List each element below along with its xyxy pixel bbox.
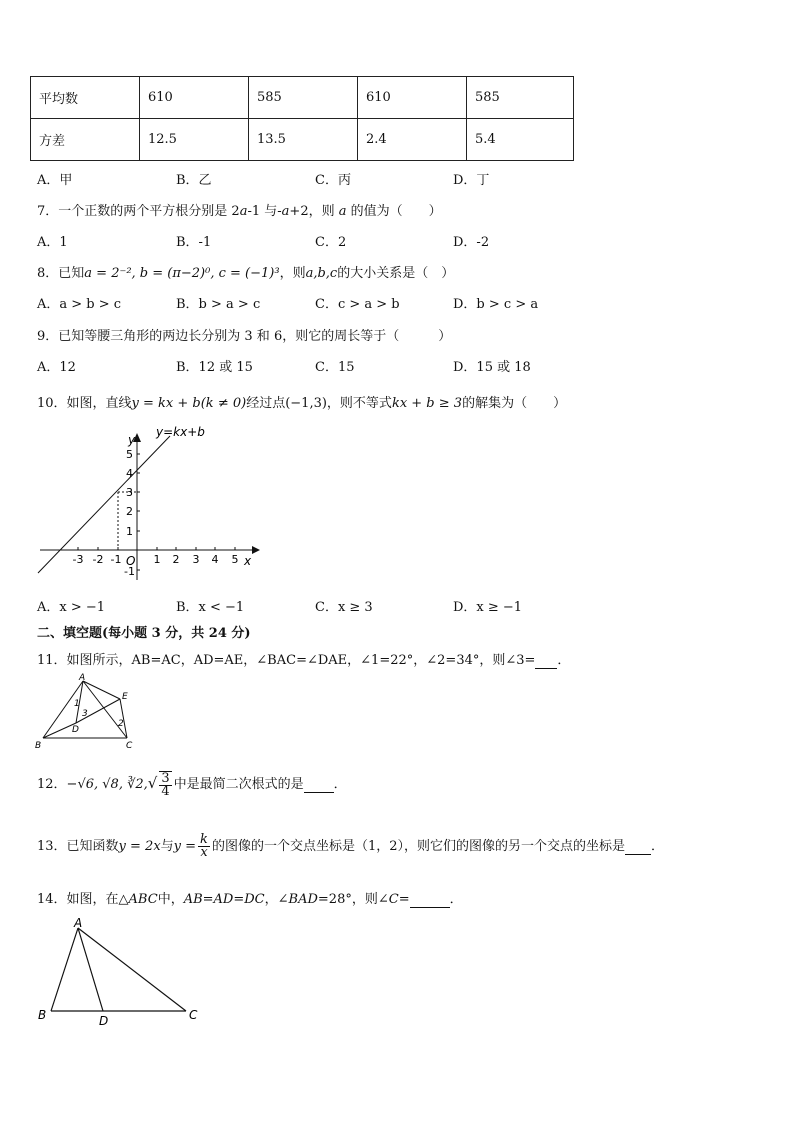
q7-option-a[interactable]: A．1 [37,235,68,250]
label-D: D [72,725,79,735]
q13-prefix: 13．已知函数 [37,839,119,854]
table-cell: 610 [140,77,249,119]
q9-option-a[interactable]: A．12 [37,360,76,375]
q10-graph [30,420,270,585]
q10-option-d[interactable]: D．x ≥ −1 [453,600,523,615]
section-heading: 二、填空题(每小题 3 分，共 24 分) [37,626,251,641]
question-14 [37,888,463,908]
q7-var: a [239,204,248,219]
q13-f1: y = 2x [118,839,161,854]
table-cell: 610 [358,77,467,119]
q8-vars: a,b,c [305,266,338,281]
q10-prefix: 10．如图，直线 [37,396,132,411]
answer-blank[interactable] [625,839,651,855]
q8-option-a[interactable]: A．a > b > c [37,297,122,312]
y-tick-label: 3 [126,486,133,499]
q8-option-c[interactable]: C．c > a > b [315,297,400,312]
q11-text: 11．如图所示，AB=AC，AD=AE，∠BAC=∠DAE，∠1=22°，∠2=34°，则∠3= [37,653,536,668]
q12-suffix: 中是最简二次根式的是 [173,777,304,792]
table-cell: 585 [467,77,574,119]
q8-option-d[interactable]: D．b > c > a [453,297,539,312]
x-axis-arrow [252,546,260,554]
x-tick-label: 1 [153,553,161,566]
question-7 [37,200,442,219]
q12-expression: −√6, √8, ∛2, [66,777,148,792]
q6-option-d[interactable]: D．丁 [453,173,490,188]
y-tick-label: -1 [124,565,135,578]
table-cell: 5.4 [467,119,574,161]
q12-end: ． [333,777,347,792]
y-axis-label: y [128,433,136,447]
x-tick-label: 2 [172,553,180,566]
q10-point: (−1,3) [285,396,327,411]
q8-option-b[interactable]: B．b > a > c [176,297,261,312]
q12-numerator: 3 [161,771,170,786]
q14-mid3: =28°，则 [317,892,378,907]
answer-blank[interactable] [410,892,450,908]
line-label: y=kx+b [156,425,205,439]
q11-figure [34,672,144,752]
q13-mid: 与 [160,839,174,854]
question-11 [37,649,570,669]
y-tick-label: 4 [126,467,133,480]
q14-triangle: △ABC [118,892,158,907]
answer-blank[interactable] [304,777,334,793]
table-cell: 12.5 [140,119,249,161]
table-cell: 13.5 [249,119,358,161]
table-cell: 2.4 [358,119,467,161]
label-A: A [79,673,86,683]
q8-expression: a = 2⁻², b = (π−2)⁰, c = (−1)³ [84,266,280,281]
q10-mid: 经过点 [246,396,286,411]
table-row [31,77,574,119]
x-tick-label: -2 [92,553,104,566]
q12-denominator: 4 [161,784,170,799]
y-tick-label: 5 [126,448,133,461]
label-E: E [122,692,128,702]
q9-option-c[interactable]: C．15 [315,360,355,375]
label-D: D [99,1014,109,1028]
sqrt-sign: √ [147,774,158,792]
y-tick-label: 2 [126,505,133,518]
label-C: C [189,1008,198,1022]
line-y-kx-b [38,436,170,573]
table-cell: 方差 [31,119,140,161]
q7-option-c[interactable]: C．2 [315,235,347,250]
label-B: B [38,1008,47,1022]
q14-equality: AB=AD=DC [183,892,265,907]
q12-prefix: 12． [37,777,67,792]
q13-denominator: x [200,845,208,860]
question-12 [37,771,347,798]
q13-numerator: k [200,832,208,847]
label-B: B [35,741,42,751]
table-cell: 585 [249,77,358,119]
x-tick-label: -1 [110,553,122,566]
q14-prefix: 14．如图，在 [37,892,119,907]
q10-mid2: ，则不等式 [326,396,392,411]
q7-var: a [338,204,347,219]
q6-option-a[interactable]: A．甲 [37,173,73,188]
x-axis-label: x [244,554,252,568]
question-8 [37,262,454,281]
q14-mid: 中， [157,892,184,907]
q14-mid2: ， [264,892,278,907]
score-table [30,76,574,161]
q6-option-c[interactable]: C．丙 [315,173,351,188]
label-angle-2: 2 [118,719,124,729]
q10-suffix: 的解集为（ ） [462,396,567,411]
question-13 [37,834,664,859]
table-row [31,119,574,161]
q7-text-suffix: 的值为（ ） [346,204,442,219]
label-angle-1: 1 [74,699,80,709]
q7-text-mid2: +2，则 [289,204,339,219]
q10-option-a[interactable]: A．x > −1 [37,600,106,615]
q14-figure [32,915,212,1030]
q9-option-d[interactable]: D．15 或 18 [453,360,531,375]
q10-inequality: kx + b ≥ 3 [391,396,463,411]
q12-fraction [159,771,171,798]
q10-option-c[interactable]: C．x ≥ 3 [315,600,373,615]
q14-end: ． [449,892,463,907]
question-10 [37,392,566,411]
q8-suffix: 的大小关系是（ ） [337,266,455,281]
q14-angle: ∠BAD [277,892,318,907]
answer-blank[interactable] [535,653,557,669]
x-tick-label: 4 [211,553,219,566]
y-tick-label: 1 [126,525,133,538]
q6-option-b[interactable]: B．乙 [176,173,212,188]
origin-label: O [126,554,136,568]
q13-end: ． [650,839,664,854]
q7-text-mid: -1 与- [247,204,282,219]
q13-suffix: 的图像的一个交点坐标是（1，2），则它们的图像的另一个交点的坐标是 [211,839,625,854]
x-tick-label: 5 [231,553,239,566]
q7-option-d[interactable]: D．-2 [453,235,490,250]
q7-var: a [281,204,290,219]
question-9: 9．已知等腰三角形的两边长分别为 3 和 6，则它的周长等于（ ） [37,329,452,344]
x-tick-label: -3 [72,553,84,566]
label-A: A [74,916,83,930]
q8-prefix: 8．已知 [37,266,85,281]
q8-suffix-pre: ，则 [279,266,306,281]
label-C: C [126,741,133,751]
q10-option-b[interactable]: B．x < −1 [176,600,245,615]
x-tick-label: 3 [192,553,200,566]
q10-line: y = kx + b(k ≠ 0) [131,396,247,411]
q7-option-b[interactable]: B．-1 [176,235,212,250]
q7-text-prefix: 7．一个正数的两个平方根分别是 2 [37,204,240,219]
table-cell: 平均数 [31,77,140,119]
q11-end: ． [557,653,571,668]
q14-ask: ∠C [377,892,399,907]
q13-f2-lhs: y = [173,839,197,854]
q13-fraction [198,834,210,859]
q9-option-b[interactable]: B．12 或 15 [176,360,253,375]
label-angle-3: 3 [82,709,88,719]
q14-suffix: = [398,892,410,907]
